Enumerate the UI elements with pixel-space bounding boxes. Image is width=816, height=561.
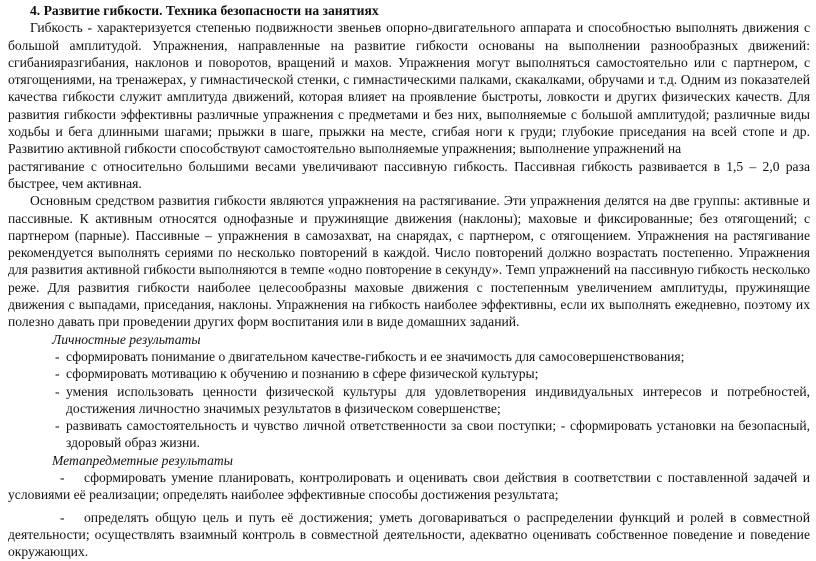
list-item-text: сформировать мотивацию к обучению и познанию в сфере физической культуры; [66, 366, 539, 382]
list-item-text: развивать самостоятельность и чувство личной ответственности за свои поступки; - сформировать установки на безопасный, здоровый образ жизни. [66, 418, 810, 451]
list-item [8, 469, 810, 504]
section-heading: 4. Развитие гибкости. Техника безопасности на занятиях [30, 3, 379, 18]
list-item [8, 348, 810, 365]
paragraph-flexibility-definition: Гибкость - характеризуется степенью подвижности звеньев опорно-двигательного аппарата и способностью выполнять движения с большой амплитудой. Упражнения, направленные на развитие гибкости основаны на выполнении разнообразных движений: сгибанияразгибания, наклонов и поворотов, вращений и махов. Упражнения могут выполняться самостоятельно или с партнером, с отягощениями, на тренажерах, у гимнастической стенки, с гимнастическими палками, скакалками, обручами и т.д. Одним из показателей качества гибкости служит амплитуда движений, которая влияет на проявление быстроты, ловкости и других физических качеств. Для развития гибкости эффективны различные упражнения с предметами и без них, выполняемые с большой амплитудой; различные виды ходьбы и бега длинными шагами; прыжки в шаге, прыжки на месте, сгибая ноги к груди; глубокие приседания на всей стопе и др. Развитию активной гибкости способствуют самостоятельно выполняемые упражнения; выполнение упражнений на [8, 20, 810, 157]
list-dash: - [55, 383, 60, 399]
list-item-text: определять общую цель и путь её достижения; уметь договариваться о распределении функций и ролей в совместной деятельности; осуществлять взаимный контроль в совместной деятельности, адекватно оценивать собственное поведение и поведение окружающих. [8, 509, 810, 560]
list-item [8, 509, 810, 561]
list-dash: - [60, 470, 65, 486]
list-item-text: сформировать понимание о двигательном качестве-гибкость и ее значимость для самосовершенствования; [66, 348, 685, 364]
list-dash: - [55, 366, 60, 382]
personal-results-title: Личностные результаты [52, 331, 201, 347]
list-item-text: сформировать умение планировать, контролировать и оценивать свои действия в соответствии с поставленной задачей и условиями её реализации; определять наиболее эффективные способы достижения результата; [8, 470, 810, 503]
meta-results-title: Метапредметные результаты [52, 452, 233, 468]
list-item [8, 365, 810, 382]
list-dash: - [60, 509, 65, 525]
list-dash: - [55, 418, 60, 434]
list-item [8, 383, 810, 418]
list-dash: - [55, 348, 60, 364]
list-item [8, 417, 810, 452]
list-item-text: умения использовать ценности физической культуры для удовлетворения индивидуальных интересов и потребностей, достижения личностно значимых результатов в физическом совершенстве; [66, 383, 810, 416]
paragraph-flexibility-continuation: растягивание с относительно большими весами увеличивают пассивную гибкость. Пассивная гибкость развивается в 1,5 – 2,0 раза быстрее, чем активная. [8, 158, 810, 191]
paragraph-stretching-exercises: Основным средством развития гибкости являются упражнения на растягивание. Эти упражнения делятся на две группы: активные и пассивные. К активным относятся однофазные и пружинящие движения (наклоны); маховые и фиксированные; без отягощений; с партнером (парные). Пассивные – упражнения в самозахват, на снарядах, с партнером, с отягощением. Упражнения на растягивание рекомендуется выполнять сериями по несколько повторений в каждой. Число повторений должно возрастать постепенно. Упражнения для развития активной гибкости выполняются в темпе «одно повторение в секунду». Темп упражнений на пассивную гибкость несколько реже. Для развития гибкости наиболее целесообразны маховые движения с постепенным увеличением амплитуды, пружинящие движения с выпадами, приседания, наклоны. Упражнения на гибкость наиболее эффективны, если их выполнять ежедневно, поэтому их полезно давать при проведении других форм воспитания или в виде домашних заданий. [8, 193, 810, 330]
